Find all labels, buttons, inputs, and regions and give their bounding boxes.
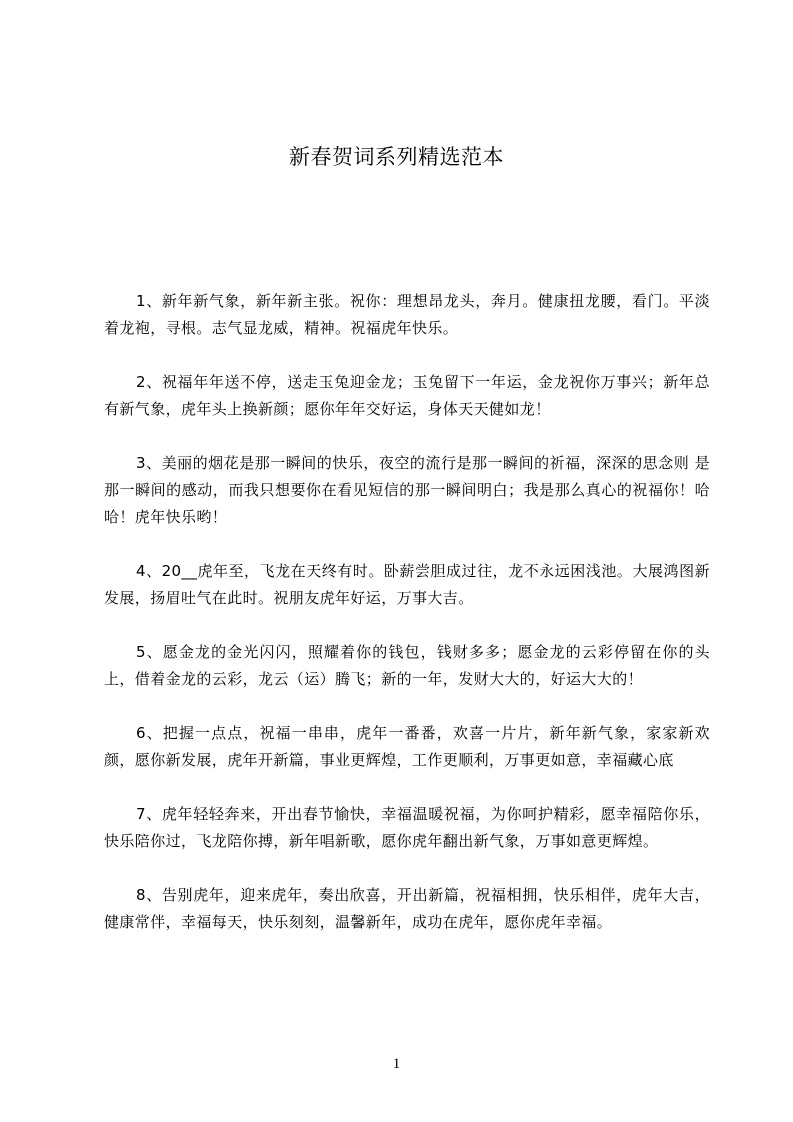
paragraph-8: 8、告别虎年，迎来虎年，奏出欣喜，开出新篇，祝福相拥，快乐相伴，虎年大吉，健康常伴，幸福每天，快乐刻刻，温馨新年，成功在虎年，愿你虎年幸福。 <box>104 886 710 931</box>
page-number: 1 <box>392 1056 401 1072</box>
paragraph-1: 1、新年新气象，新年新主张。祝你：理想昂龙头，奔月。健康扭龙腰，看门。平淡着龙袍，寻根。志气显龙威，精神。祝福虎年快乐。 <box>104 292 710 337</box>
document-title: 新春贺词系列精选范本 <box>289 145 504 169</box>
paragraph-6: 6、把握一点点，祝福一串串，虎年一番番，欢喜一片片，新年新气象，家家新欢颜，愿你新发展，虎年开新篇，事业更辉煌，工作更顺利，万事更如意，幸福藏心底 <box>104 724 710 769</box>
paragraph-5: 5、愿金龙的金光闪闪，照耀着你的钱包，钱财多多；愿金龙的云彩停留在你的头上，借着金龙的云彩，龙云（运）腾飞；新的一年，发财大大的，好运大大的！ <box>104 643 710 688</box>
paragraph-3: 3、美丽的烟花是那一瞬间的快乐，夜空的流行是那一瞬间的祈福，深深的思念则 是那一瞬间的感动，而我只想要你在看见短信的那一瞬间明白；我是那么真心的祝福你！哈哈！虎年快乐哟！ <box>104 454 710 526</box>
document-body <box>104 288 710 963</box>
paragraph-2: 2、祝福年年送不停，送走玉兔迎金龙；玉兔留下一年运，金龙祝你万事兴；新年总有新气象，虎年头上换新颜；愿你年年交好运，身体天天健如龙！ <box>104 373 710 418</box>
paragraph-4: 4、20__虎年至，飞龙在天终有时。卧薪尝胆成过往，龙不永远困浅池。大展鸿图新发展，扬眉吐气在此时。祝朋友虎年好运，万事大吉。 <box>104 562 710 607</box>
paragraph-7: 7、虎年轻轻奔来，开出春节愉快，幸福温暖祝福，为你呵护精彩，愿幸福陪你乐，快乐陪你过，飞龙陪你搏，新年唱新歌，愿你虎年翻出新气象，万事如意更辉煌。 <box>104 805 710 850</box>
